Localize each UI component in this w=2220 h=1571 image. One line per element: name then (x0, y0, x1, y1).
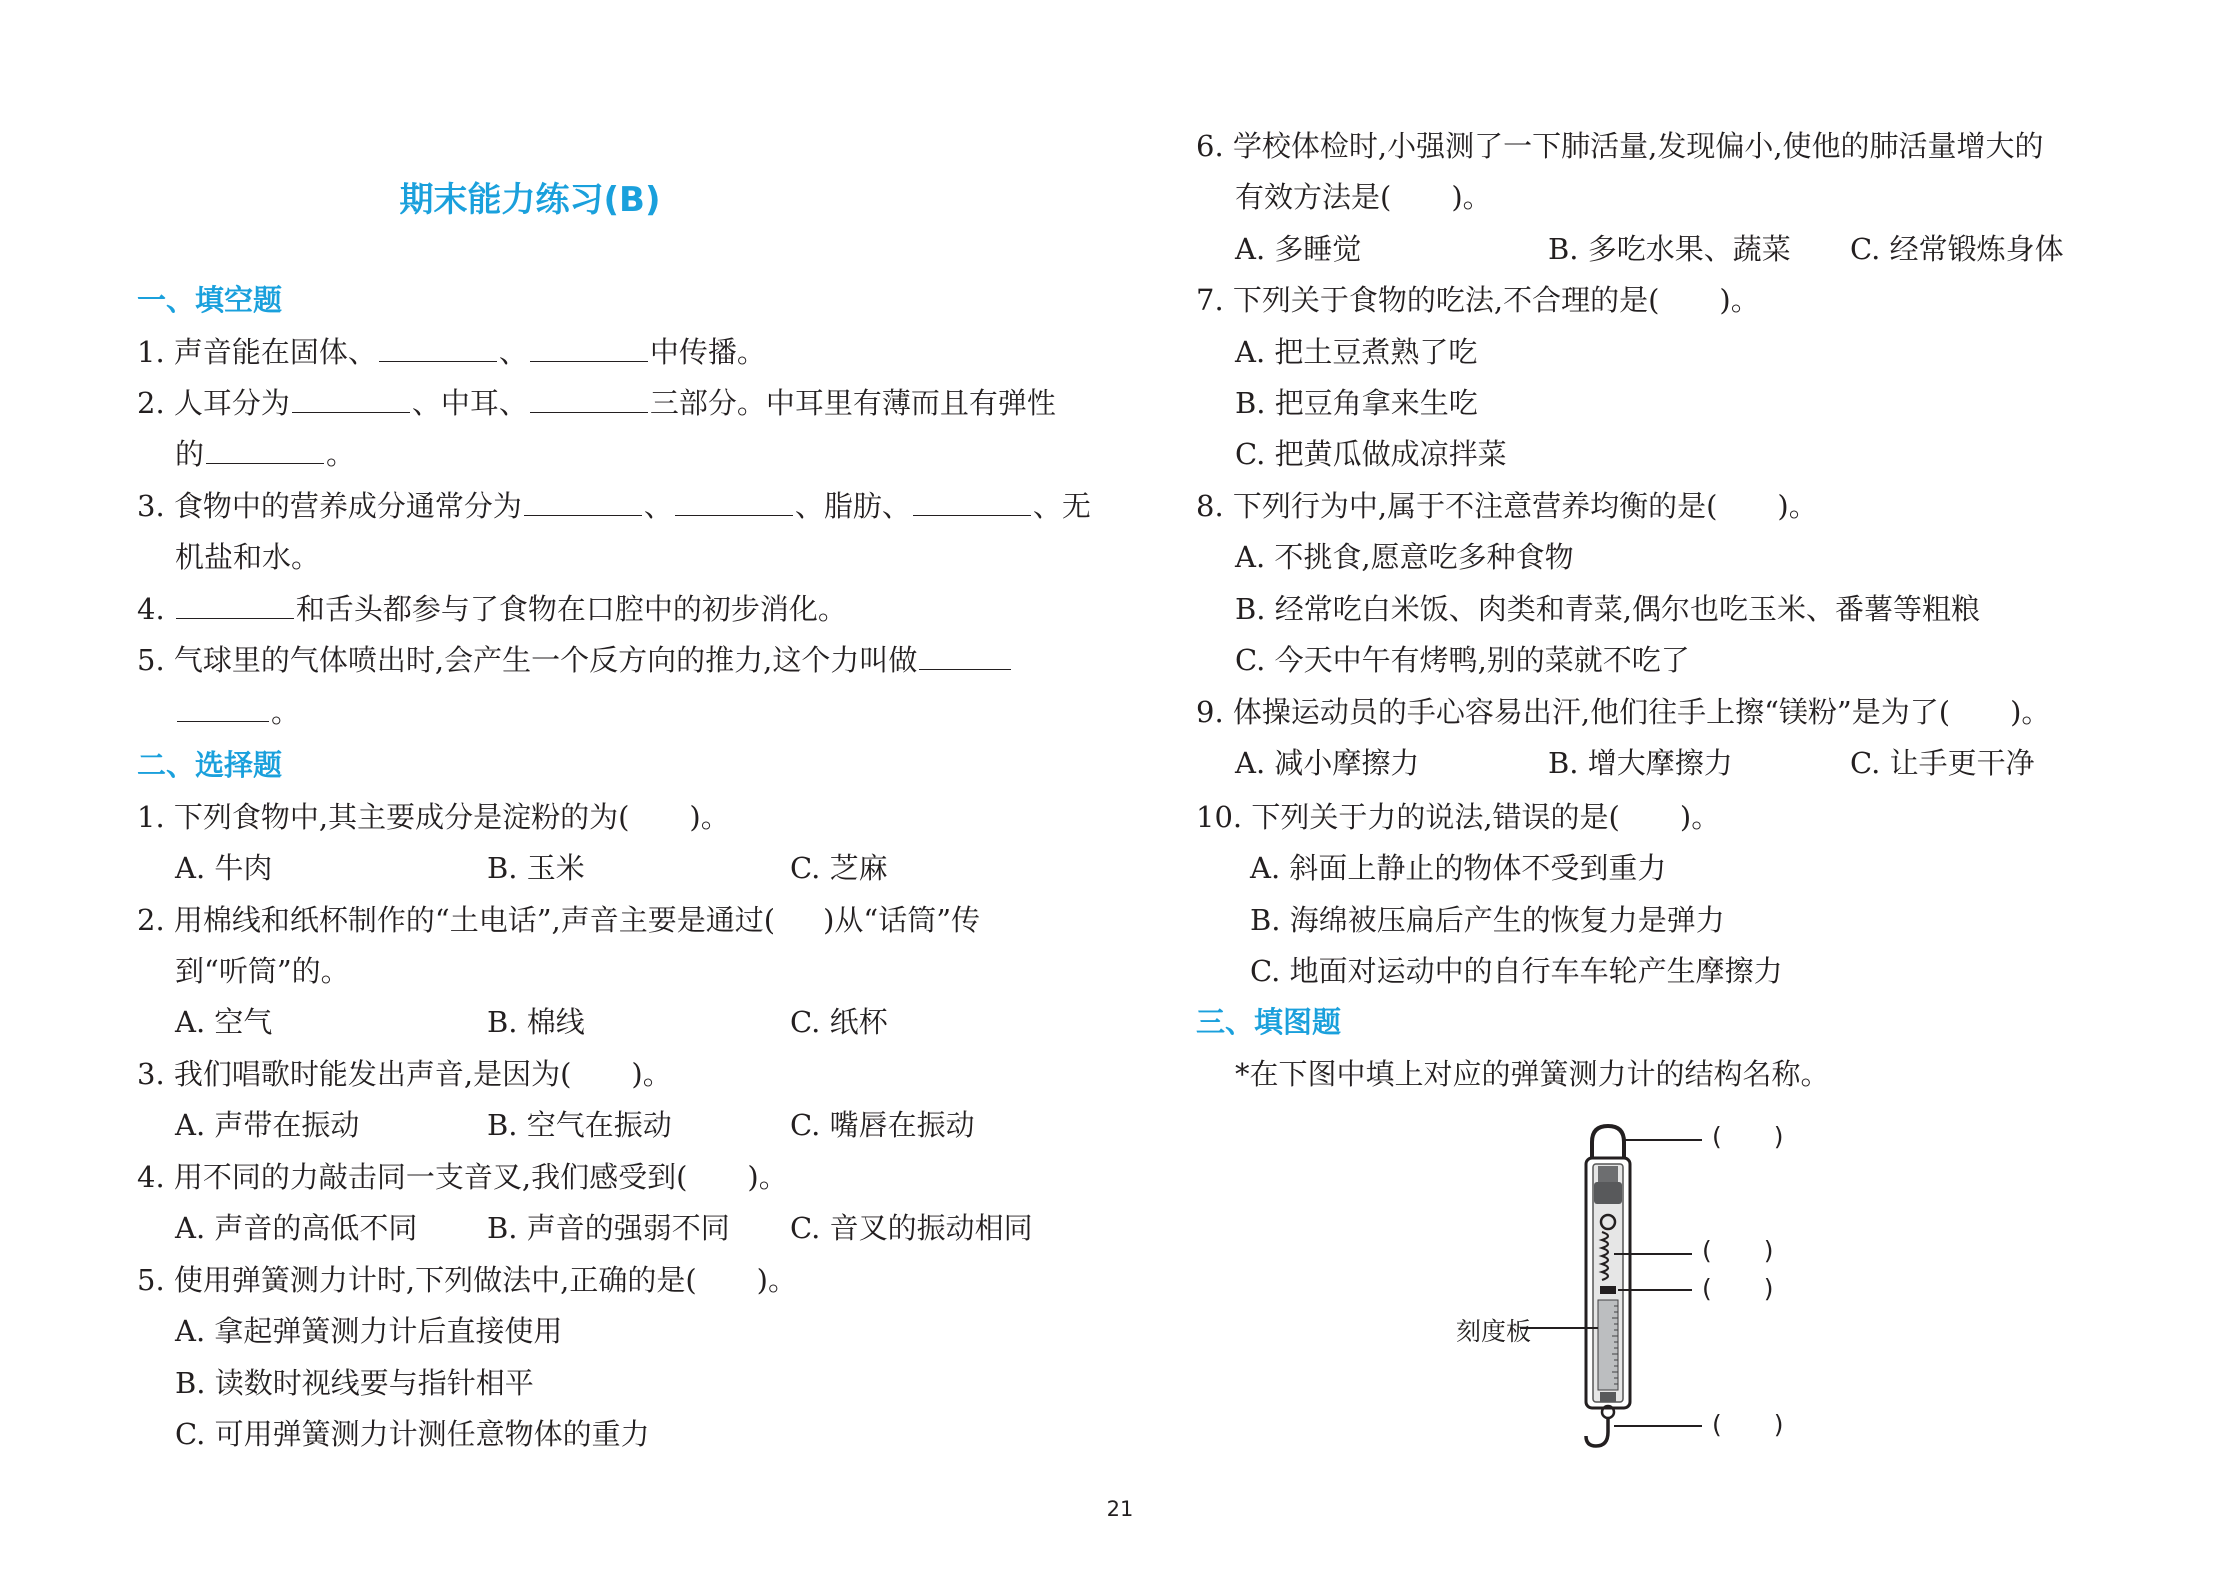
section-diagram-heading: 三、填图题 (1196, 1005, 1342, 1039)
paren-open: ( (1712, 1122, 1722, 1151)
paren-close: ) (1773, 1122, 1784, 1151)
choice-question-1 (137, 797, 730, 837)
fill-question-4 (137, 589, 847, 629)
page-title: 期末能力练习(B) (399, 180, 661, 220)
q-stem: 10. 下列关于力的说法,错误的是( (1196, 800, 1620, 834)
q-stem: 2. 用棉线和纸杯制作的“土电话”,声音主要是通过( (137, 903, 776, 937)
q-stem: 4. 用不同的力敲击同一支音叉,我们感受到( (137, 1160, 688, 1194)
q5-text-b: 。 (271, 695, 301, 729)
fill-question-3-cont: 机盐和水。 (175, 540, 321, 574)
q3-text-b: 、 (643, 489, 673, 523)
choice-1-option-b: B. 玉米 (487, 851, 585, 885)
paren-open: ( (1702, 1236, 1712, 1265)
choice-5-option-c: C. 可用弹簧测力计测任意物体的重力 (175, 1417, 650, 1451)
choice-question-6-cont (1235, 177, 1492, 217)
q-stem: 3. 我们唱歌时能发出声音,是因为( (137, 1057, 572, 1091)
choice-4-option-c: C. 音叉的振动相同 (790, 1211, 1033, 1245)
q3-text-a: 3. 食物中的营养成分通常分为 (137, 489, 522, 523)
fill-question-2 (137, 383, 1056, 423)
choice-question-2 (137, 900, 980, 940)
fill-question-3 (137, 486, 1091, 526)
choice-2-option-c: C. 纸杯 (790, 1005, 888, 1039)
section-fill-heading: 一、填空题 (137, 283, 283, 317)
q4-text-a: 4. (137, 592, 174, 626)
q5-text-a: 5. 气球里的气体喷出时,会产生一个反方向的推力,这个力叫做 (137, 643, 918, 677)
choice-3-option-b: B. 空气在振动 (487, 1108, 672, 1142)
label-paren-hook[interactable] (1712, 1410, 1784, 1439)
choice-8-option-b: B. 经常吃白米饭、肉类和青菜,偶尔也吃玉米、番薯等粗粮 (1235, 592, 1980, 626)
q-stem: 9. 体操运动员的手心容易出汗,他们往手上擦“镁粉”是为了( (1196, 695, 1951, 729)
q3-text-d: 、无 (1032, 489, 1091, 523)
spring-scale-figure (1430, 1120, 1850, 1460)
choice-4-option-a: A. 声音的高低不同 (175, 1211, 418, 1245)
choice-7-option-b: B. 把豆角拿来生吃 (1235, 386, 1478, 420)
fill-question-5-cont (175, 692, 300, 732)
choice-3-option-a: A. 声带在振动 (175, 1108, 360, 1142)
choice-3-option-c: C. 嘴唇在振动 (790, 1108, 975, 1142)
answer-blank[interactable] (379, 335, 497, 362)
q-stem-end: )。 (756, 1263, 797, 1297)
answer-blank[interactable] (530, 335, 648, 362)
choice-10-option-c: C. 地面对运动中的自行车车轮产生摩擦力 (1250, 954, 1783, 988)
choice-9-option-a: A. 减小摩擦力 (1235, 746, 1420, 780)
choice-question-10 (1196, 797, 1720, 837)
choice-1-option-a: A. 牛肉 (175, 851, 273, 885)
fill-question-5 (137, 640, 1013, 680)
choice-6-option-a: A. 多睡觉 (1235, 232, 1362, 266)
q-stem-end: )。 (1719, 283, 1760, 317)
answer-blank[interactable] (176, 592, 294, 619)
paren-close: ) (1763, 1274, 1774, 1303)
paren-close: ) (1773, 1410, 1784, 1439)
choice-7-option-c: C. 把黄瓜做成凉拌菜 (1235, 437, 1507, 471)
answer-blank[interactable] (530, 386, 648, 413)
q2-text-d: 的 (175, 437, 205, 471)
choice-2-option-a: A. 空气 (175, 1005, 273, 1039)
q-stem: 1. 下列食物中,其主要成分是淀粉的为( (137, 800, 630, 834)
answer-blank[interactable] (292, 386, 410, 413)
section-choice-heading: 二、选择题 (137, 748, 283, 782)
choice-question-4 (137, 1157, 788, 1197)
choice-9-option-c: C. 让手更干净 (1850, 746, 2035, 780)
q-stem-end: )。 (631, 1057, 672, 1091)
choice-5-option-b: B. 读数时视线要与指针相平 (175, 1366, 534, 1400)
choice-question-6: 6. 学校体检时,小强测了一下肺活量,发现偏小,使他的肺活量增大的 (1196, 129, 2044, 163)
diagram-instruction: *在下图中填上对应的弹簧测力计的结构名称。 (1235, 1057, 1830, 1091)
choice-4-option-b: B. 声音的强弱不同 (487, 1211, 730, 1245)
choice-8-option-a: A. 不挑食,愿意吃多种食物 (1235, 540, 1574, 574)
choice-5-option-a: A. 拿起弹簧测力计后直接使用 (175, 1314, 563, 1348)
choice-8-option-c: C. 今天中午有烤鸭,别的菜就不吃了 (1235, 643, 1690, 677)
answer-blank[interactable] (206, 437, 324, 464)
label-scale-plate: 刻度板 (1456, 1317, 1532, 1346)
answer-blank[interactable] (919, 643, 1011, 670)
answer-blank[interactable] (913, 489, 1031, 516)
fill-question-2-cont (175, 434, 355, 474)
choice-question-9 (1196, 692, 2050, 732)
q1-text-c: 中传播。 (649, 335, 766, 369)
choice-question-3 (137, 1054, 672, 1094)
answer-blank[interactable] (675, 489, 793, 516)
paren-open: ( (1712, 1410, 1722, 1439)
q-stem: 7. 下列关于食物的吃法,不合理的是( (1196, 283, 1660, 317)
q-stem: 8. 下列行为中,属于不注意营养均衡的是( (1196, 489, 1718, 523)
choice-6-option-c: C. 经常锻炼身体 (1850, 232, 2064, 266)
choice-7-option-a: A. 把土豆煮熟了吃 (1235, 335, 1478, 369)
fill-question-1 (137, 332, 766, 372)
q-stem: 5. 使用弹簧测力计时,下列做法中,正确的是( (137, 1263, 697, 1297)
q2-text-e: 。 (326, 437, 356, 471)
q-stem-end: )。 (1451, 180, 1492, 214)
q-stem-end: )。 (689, 800, 730, 834)
choice-question-5 (137, 1260, 797, 1300)
q4-text-b: 和舌头都参与了食物在口腔中的初步消化。 (295, 592, 847, 626)
choice-10-option-b: B. 海绵被压扁后产生的恢复力是弹力 (1250, 903, 1725, 937)
choice-question-2-cont: 到“听筒”的。 (175, 954, 350, 988)
choice-1-option-c: C. 芝麻 (790, 851, 888, 885)
choice-question-7 (1196, 280, 1760, 320)
q2-text-b: 、中耳、 (411, 386, 528, 420)
label-paren-top[interactable] (1712, 1122, 1784, 1151)
q-stem-mid: )从“话筒”传 (823, 903, 981, 937)
answer-blank[interactable] (177, 695, 269, 722)
q1-text-a: 1. 声音能在固体、 (137, 335, 377, 369)
q-stem-end: )。 (747, 1160, 788, 1194)
q3-text-c: 、脂肪、 (794, 489, 911, 523)
q2-text-c: 三部分。中耳里有薄而且有弹性 (649, 386, 1056, 420)
page-number: 21 (1106, 1497, 1134, 1521)
q2-text-a: 2. 人耳分为 (137, 386, 290, 420)
answer-blank[interactable] (524, 489, 642, 516)
choice-6-option-b: B. 多吃水果、蔬菜 (1548, 232, 1791, 266)
choice-9-option-b: B. 增大摩擦力 (1548, 746, 1733, 780)
paren-close: ) (1763, 1236, 1774, 1265)
choice-question-8 (1196, 486, 1818, 526)
spring-scale-diagram (1430, 1120, 1850, 1460)
q-stem-end: )。 (1777, 489, 1818, 523)
choice-10-option-a: A. 斜面上静止的物体不受到重力 (1250, 851, 1667, 885)
q-stem-end: )。 (2010, 695, 2051, 729)
q1-text-b: 、 (498, 335, 528, 369)
label-paren-spring[interactable] (1702, 1236, 1774, 1265)
paren-open: ( (1702, 1274, 1712, 1303)
q-stem-end: )。 (1679, 800, 1721, 834)
label-paren-pointer[interactable] (1702, 1274, 1774, 1303)
q-stem-cont: 有效方法是( (1235, 180, 1392, 214)
choice-2-option-b: B. 棉线 (487, 1005, 585, 1039)
